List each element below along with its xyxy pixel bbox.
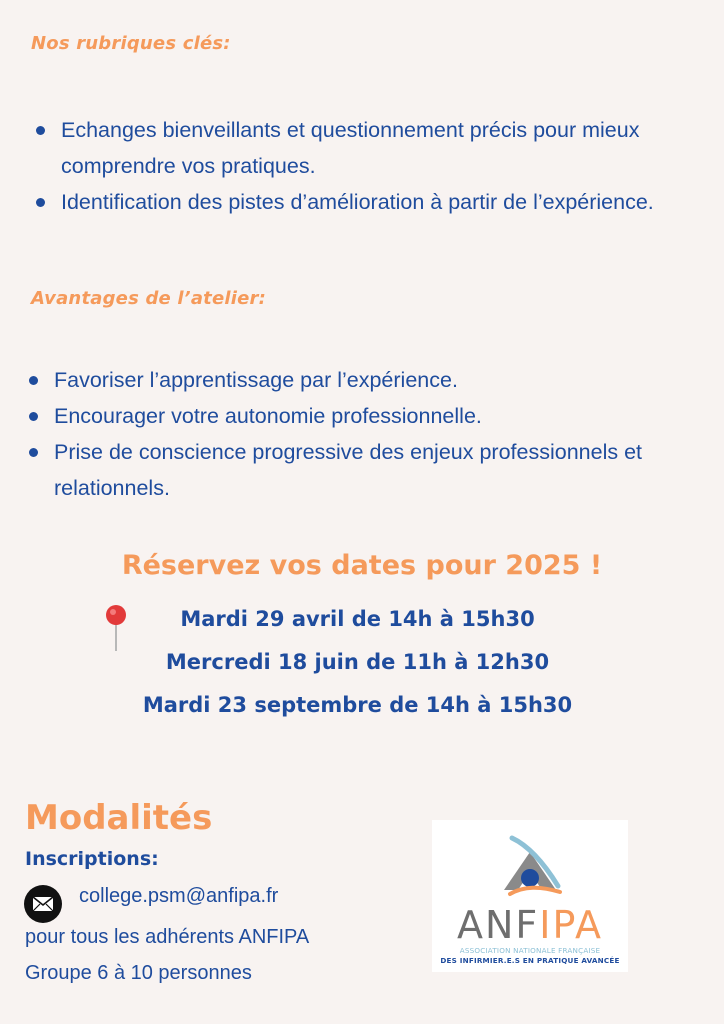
modalites-title: Modalités [25,798,213,838]
list-item: Identification des pistes d’amélioration à partir de l’expérience. [33,184,713,220]
logo-subtitle-1: ASSOCIATION NATIONALE FRANÇAISE [459,946,601,955]
logo-wordmark: ANFIPA [457,903,603,947]
list-item: Prise de conscience progressive des enjeux professionnels et relationnels. [26,434,706,506]
list-item: Favoriser l’apprentissage par l’expérience. [26,362,706,398]
logo-emblem-icon [432,820,628,910]
date-item: Mardi 29 avril de 14h à 15h30 [180,607,535,631]
dates-list [0,598,715,727]
mail-icon [24,885,62,923]
logo-subtitle-2: DES INFIRMIER.E.S EN PRATIQUE AVANCÉE [440,956,620,965]
rubriques-list [33,112,713,220]
email-link[interactable]: college.psm@anfipa.fr [79,885,279,907]
rubriques-title: Nos rubriques clés: [31,33,231,54]
anfipa-logo [432,820,628,972]
date-item: Mercredi 18 juin de 11h à 12h30 [165,650,550,674]
list-item: Echanges bienveillants et questionnement précis pour mieux comprendre vos pratiques. [33,112,713,184]
list-item: Encourager votre autonomie professionnelle. [26,398,706,434]
reservation-title: Réservez vos dates pour 2025 ! [121,550,603,581]
date-item: Mardi 23 septembre de 14h à 15h30 [142,693,573,717]
avantages-list [26,362,706,506]
group-size-text: Groupe 6 à 10 personnes [25,962,252,984]
inscriptions-label: Inscriptions: [25,848,159,870]
avantages-title: Avantages de l’atelier: [31,288,267,309]
audience-text: pour tous les adhérents ANFIPA [25,926,310,948]
